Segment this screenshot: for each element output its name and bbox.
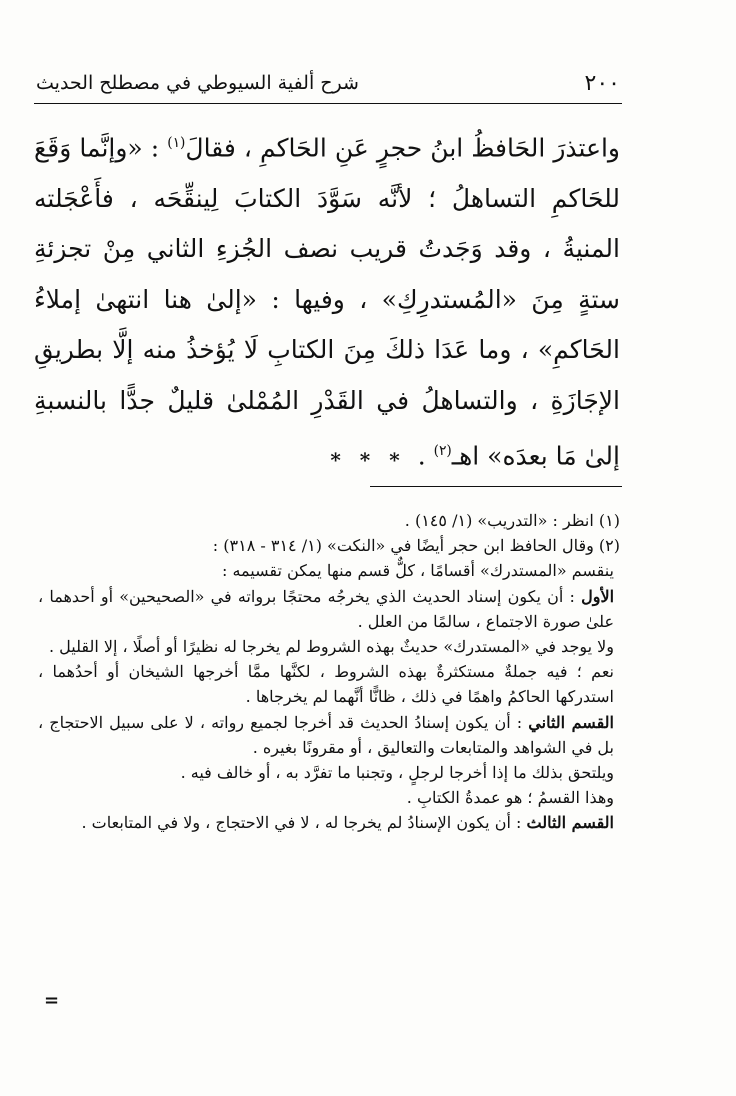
footnote-2-line: ويلتحق بذلك ما إذا أخرجا لرجلٍ ، وتجنبا ما تفرَّد به ، أو خالف فيه . xyxy=(180,763,614,783)
footnote-2-line: وهذا القسمُ ؛ هو عمدةُ الكتابِ . xyxy=(406,788,614,808)
main-paragraph xyxy=(34,118,620,482)
footnote-2-line: ينقسم «المستدرك» أقسامًا ، كلٌّ قسم منها يمكن تقسيمه : xyxy=(221,561,614,581)
footnote-2-section-3 xyxy=(38,810,620,835)
section-label: القسم الثاني xyxy=(528,712,614,732)
header-rule xyxy=(34,103,622,104)
main-text xyxy=(34,118,620,482)
footnote-2-line: ولا يوجد في «المستدرك» حديثٌ بهذه الشروط لم يخرجا له نظيرًا أو أصلًا ، إلا القليل . xyxy=(48,637,614,657)
running-header xyxy=(36,64,620,102)
footnote-ref-2: (٢) xyxy=(433,443,452,460)
footnote-2-section-2 xyxy=(38,710,620,760)
section-text: : أن يكون الإسنادُ لم يخرجا له ، لا في الاحتجاج ، ولا في المتابعات . xyxy=(81,813,522,833)
footnote-1: (١) انظر : «التدريب» (١/ ١٤٥) . xyxy=(404,511,620,530)
section-text: : أن يكون إسناد الحديث الذي يخرجُه محتجًا برواته في «الصحيحين» أو أحدهما ، علىٰ صورة الاجتماع ، سالمًا من العلل . xyxy=(38,586,614,631)
main-text-quote: : «وإنَّما وَقَعَ للحَاكمِ التساهلُ ؛ لأنَّه سَوَّدَ الكتابَ لِينقِّحَه ، فأَعْجَلته المنيةُ ، وقد وَجَدتُ قريب نصف الجُزءِ الثاني مِنْ تجزئةِ ستةٍ مِنَ «المُستدرِكِ» ، وفيها : «إلىٰ هنا انتهىٰ إملاءُ الحَاكمِ» ، وما عَدَا ذلكَ مِنَ الكتابِ لَا يُؤخذُ منه إلَّا بطريقِ الإجَازَةِ ، والتساهلُ في القَدْرِ المُمْلىٰ قليلٌ جدًّا بالنسبةِ إلىٰ مَا بعدَه» اهـ xyxy=(34,133,620,471)
running-title: شرح ألفية السيوطي في مصطلح الحديث xyxy=(36,72,359,94)
section-label: الأول xyxy=(581,586,615,606)
main-text-end: . xyxy=(417,441,434,471)
section-label: القسم الثالث xyxy=(526,813,614,833)
footnote-rule xyxy=(370,486,622,487)
page-number: ٢٠٠ xyxy=(584,70,620,96)
section-separator: * * * xyxy=(330,448,406,472)
footnote-ref-1: (١) xyxy=(167,135,186,151)
continuation-mark: = xyxy=(44,990,60,1011)
footnote-2-section-1 xyxy=(38,584,620,634)
footnote-2-line: نعم ؛ فيه جملةٌ مستكثرةٌ بهذه الشروط ، لكنَّها ممَّا أخرجها الشيخان أو أحدُهما ، استدركها الحاكمُ واهمًا في ذلك ، ظانًّا أنَّهما لم يخرجاها . xyxy=(38,662,614,707)
footnotes xyxy=(38,508,620,836)
main-text-intro: واعتذرَ الحَافظُ ابنُ حجرٍ عَنِ الحَاكمِ ، فقالَ xyxy=(185,133,621,163)
footnote-2: (٢) وقال الحافظ ابن حجر أيضًا في «النكت» (١/ ٣١٤ - ٣١٨) : xyxy=(212,536,620,556)
section-text: : أن يكون إسنادُ الحديث قد أخرجا لجميع رواته ، لا على سبيل الاحتجاج ، بل في الشواهد والمتابعات والتعاليق ، أو مقرونًا بغيره . xyxy=(38,712,614,757)
